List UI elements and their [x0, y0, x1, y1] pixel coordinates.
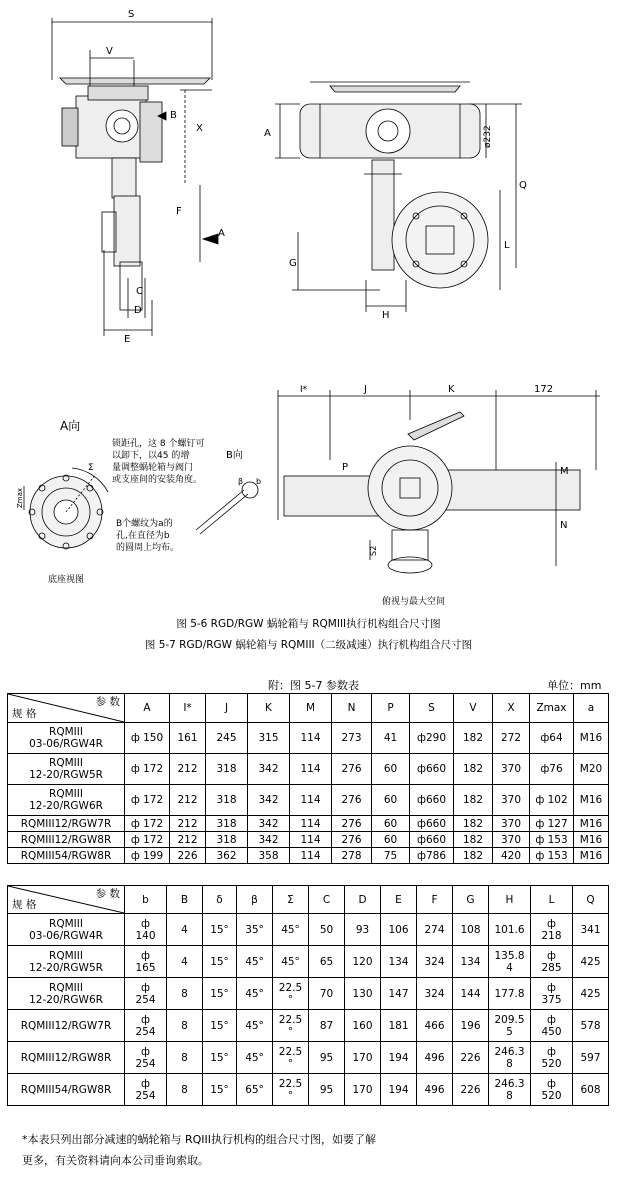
value-cell: 182	[454, 848, 493, 864]
value-cell: 15°	[203, 1042, 237, 1074]
value-cell: 45°	[237, 978, 273, 1010]
value-cell: 8	[167, 1010, 203, 1042]
param-header-label: 参 数	[95, 888, 120, 900]
table1-col-header: X	[493, 694, 530, 723]
param-header-label: 参 数	[95, 696, 120, 708]
value-cell: 60	[372, 785, 410, 816]
value-cell: 161	[170, 723, 206, 754]
value-cell: 177.8	[489, 978, 531, 1010]
value-cell: 597	[573, 1042, 609, 1074]
value-cell: ф 165	[125, 946, 167, 978]
table1-col-header: S	[410, 694, 454, 723]
table-row	[8, 785, 609, 816]
value-cell: 114	[290, 816, 332, 832]
label-l: L	[504, 240, 510, 251]
value-cell: ф660	[410, 785, 454, 816]
value-cell: M16	[574, 848, 609, 864]
label-c: C	[136, 286, 143, 297]
table2-col-header: G	[453, 886, 489, 914]
value-cell: 342	[248, 785, 290, 816]
value-cell: 274	[417, 914, 453, 946]
value-cell: 342	[248, 754, 290, 785]
value-cell: 114	[290, 832, 332, 848]
label-phi232: ø232	[483, 125, 493, 148]
value-cell: 196	[453, 1010, 489, 1042]
value-cell: 130	[345, 978, 381, 1010]
value-cell: 134	[381, 946, 417, 978]
table1-col-header: A	[125, 694, 170, 723]
value-cell: 194	[381, 1074, 417, 1106]
table2-col-header: b	[125, 886, 167, 914]
value-cell: 318	[206, 754, 248, 785]
value-cell: ф 140	[125, 914, 167, 946]
max-space-caption: 俯视与最大空间	[382, 597, 446, 607]
table-title: 附：图 5-7 参数表	[268, 679, 359, 692]
table1-col-header: I*	[170, 694, 206, 723]
value-cell: 212	[170, 816, 206, 832]
value-cell: 45°	[273, 946, 309, 978]
value-cell: 318	[206, 816, 248, 832]
value-cell: 324	[417, 978, 453, 1010]
footnote-line2: 更多，有关资料请向本公司垂询索取。	[22, 1154, 209, 1167]
model-cell: RQMIII12/RGW8R	[8, 1042, 125, 1074]
model-cell: RQMIII12/RGW7R	[8, 1010, 125, 1042]
label-s: S	[128, 9, 135, 20]
model-cell: RQMIII 12-20/RGW6R	[8, 978, 125, 1010]
hole-note-line3: 量调整蜗轮箱与阀门	[112, 463, 194, 473]
value-cell: ф 254	[125, 1010, 167, 1042]
value-cell: 181	[381, 1010, 417, 1042]
value-cell: 135.8 4	[489, 946, 531, 978]
value-cell: 246.3 8	[489, 1042, 531, 1074]
value-cell: 65°	[237, 1074, 273, 1106]
value-cell: 95	[309, 1074, 345, 1106]
hole-note-line4: 或支座间的安装角度。	[112, 475, 203, 485]
value-cell: 212	[170, 832, 206, 848]
value-cell: 120	[345, 946, 381, 978]
footnote-line1: *本表只列出部分减速的蜗轮箱与 RQIII执行机构的组合尺寸图，如要了解	[22, 1133, 377, 1146]
value-cell: 420	[493, 848, 530, 864]
value-cell: 226	[453, 1042, 489, 1074]
table-row	[8, 848, 609, 864]
table1-col-header: Zmax	[530, 694, 574, 723]
table1-col-header: M	[290, 694, 332, 723]
value-cell: 194	[381, 1042, 417, 1074]
value-cell: 358	[248, 848, 290, 864]
label-q: Q	[519, 180, 527, 191]
label-zmax: Zmax	[16, 487, 24, 508]
model-cell: RQMIII 03-06/RGW4R	[8, 914, 125, 946]
value-cell: M20	[574, 754, 609, 785]
table1-header-row	[8, 694, 609, 723]
value-cell: 134	[453, 946, 489, 978]
table1-col-header: N	[332, 694, 372, 723]
value-cell: 8	[167, 1042, 203, 1074]
model-cell: RQMIII 12-20/RGW6R	[8, 785, 125, 816]
value-cell: 93	[345, 914, 381, 946]
parameter-table-1	[7, 693, 609, 864]
hole-note-line2: 以卸下，以45 的增	[112, 451, 190, 461]
table1-corner-header	[8, 694, 125, 723]
value-cell: 50	[309, 914, 345, 946]
model-cell: RQMIII12/RGW8R	[8, 832, 125, 848]
table2-col-header: H	[489, 886, 531, 914]
value-cell: ф 102	[530, 785, 574, 816]
value-cell: 276	[332, 816, 372, 832]
value-cell: ф 254	[125, 1074, 167, 1106]
value-cell: 318	[206, 785, 248, 816]
value-cell: 160	[345, 1010, 381, 1042]
value-cell: 147	[381, 978, 417, 1010]
label-h: H	[382, 310, 390, 321]
value-cell: ф76	[530, 754, 574, 785]
table-row	[8, 914, 609, 946]
value-cell: 45°	[273, 914, 309, 946]
table2-col-header: D	[345, 886, 381, 914]
table2-col-header: Σ	[273, 886, 309, 914]
bolt-note-line1: B个螺纹为a的	[116, 519, 173, 529]
label-a-view: A向	[60, 419, 81, 433]
value-cell: M16	[574, 832, 609, 848]
value-cell: 8	[167, 1074, 203, 1106]
value-cell: 182	[454, 723, 493, 754]
value-cell: 370	[493, 785, 530, 816]
label-b-small: b	[256, 477, 262, 486]
value-cell: 22.5 °	[273, 1042, 309, 1074]
spec-header-label: 规 格	[12, 708, 37, 720]
value-cell: 425	[573, 946, 609, 978]
value-cell: M16	[574, 723, 609, 754]
value-cell: ф 254	[125, 1042, 167, 1074]
value-cell: 226	[170, 848, 206, 864]
value-cell: 108	[453, 914, 489, 946]
value-cell: 170	[345, 1074, 381, 1106]
value-cell: 496	[417, 1074, 453, 1106]
value-cell: 95	[309, 1042, 345, 1074]
front-view-drawing	[52, 18, 218, 336]
value-cell: ф 172	[125, 816, 170, 832]
table1-col-header: J	[206, 694, 248, 723]
label-172: 172	[534, 384, 554, 395]
value-cell: 276	[332, 785, 372, 816]
value-cell: 315	[248, 723, 290, 754]
value-cell: 341	[573, 914, 609, 946]
model-cell: RQMIII 12-20/RGW5R	[8, 754, 125, 785]
table-row	[8, 832, 609, 848]
value-cell: 15°	[203, 946, 237, 978]
value-cell: ф660	[410, 832, 454, 848]
table-title-row	[0, 677, 617, 693]
table-row	[8, 723, 609, 754]
value-cell: 226	[453, 1074, 489, 1106]
label-p: P	[342, 462, 349, 473]
value-cell: ф 218	[531, 914, 573, 946]
top-view-drawing	[278, 390, 600, 573]
value-cell: 212	[170, 754, 206, 785]
label-x: X	[196, 123, 203, 134]
value-cell: 35°	[237, 914, 273, 946]
value-cell: 370	[493, 754, 530, 785]
value-cell: 276	[332, 832, 372, 848]
value-cell: 342	[248, 816, 290, 832]
value-cell: 273	[332, 723, 372, 754]
value-cell: ф 172	[125, 754, 170, 785]
label-g: G	[289, 258, 297, 269]
value-cell: 182	[454, 754, 493, 785]
value-cell: ф 153	[530, 848, 574, 864]
value-cell: 15°	[203, 1074, 237, 1106]
figure-5-7-caption: 图 5-7 RGD/RGW 蜗轮箱与 RQMIII（二级减速）执行机构组合尺寸图	[144, 639, 473, 651]
value-cell: 362	[206, 848, 248, 864]
value-cell: 182	[454, 785, 493, 816]
value-cell: 114	[290, 848, 332, 864]
value-cell: ф 254	[125, 978, 167, 1010]
value-cell: 370	[493, 832, 530, 848]
label-b: B	[170, 110, 177, 121]
value-cell: 466	[417, 1010, 453, 1042]
value-cell: ф 150	[125, 723, 170, 754]
table1-col-header: P	[372, 694, 410, 723]
label-sigma: Σ	[88, 463, 94, 473]
value-cell: ф 172	[125, 785, 170, 816]
value-cell: ф 450	[531, 1010, 573, 1042]
value-cell: 170	[345, 1042, 381, 1074]
table2-col-header: Q	[573, 886, 609, 914]
value-cell: ф 199	[125, 848, 170, 864]
value-cell: 22.5 °	[273, 1010, 309, 1042]
value-cell: 45°	[237, 1010, 273, 1042]
value-cell: 276	[332, 754, 372, 785]
value-cell: 342	[248, 832, 290, 848]
hole-note-line1: 锁距孔，这 8 个螺钉可	[112, 439, 205, 449]
value-cell: 15°	[203, 1010, 237, 1042]
value-cell: 114	[290, 754, 332, 785]
value-cell: ф 172	[125, 832, 170, 848]
table2-col-header: δ	[203, 886, 237, 914]
value-cell: ф786	[410, 848, 454, 864]
value-cell: 212	[170, 785, 206, 816]
value-cell: 45°	[237, 946, 273, 978]
model-cell: RQMIII54/RGW8R	[8, 1074, 125, 1106]
value-cell: 4	[167, 946, 203, 978]
label-v: V	[106, 46, 113, 57]
value-cell: 65	[309, 946, 345, 978]
unit-label: 单位：mm	[547, 679, 602, 692]
table-row	[8, 978, 609, 1010]
label-f: F	[176, 206, 182, 217]
table2-col-header: β	[237, 886, 273, 914]
label-a2: A	[264, 128, 271, 139]
value-cell: 182	[454, 832, 493, 848]
spec-header-label: 规 格	[12, 899, 37, 911]
value-cell: ф64	[530, 723, 574, 754]
value-cell: 318	[206, 832, 248, 848]
value-cell: ф 127	[530, 816, 574, 832]
label-n: N	[560, 520, 568, 531]
value-cell: ф290	[410, 723, 454, 754]
value-cell: 114	[290, 785, 332, 816]
value-cell: 245	[206, 723, 248, 754]
table-row	[8, 1042, 609, 1074]
table2-col-header: C	[309, 886, 345, 914]
model-cell: RQMIII 12-20/RGW5R	[8, 946, 125, 978]
table2-col-header: F	[417, 886, 453, 914]
label-k: K	[448, 384, 455, 395]
value-cell: 425	[573, 978, 609, 1010]
table1-col-header: a	[574, 694, 609, 723]
value-cell: 608	[573, 1074, 609, 1106]
base-view-caption: 底座视图	[48, 575, 85, 585]
value-cell: 15°	[203, 914, 237, 946]
parameter-table-2	[7, 885, 609, 1106]
value-cell: 578	[573, 1010, 609, 1042]
value-cell: 101.6	[489, 914, 531, 946]
table2-col-header: B	[167, 886, 203, 914]
label-beta: β	[238, 477, 244, 486]
value-cell: 45°	[237, 1042, 273, 1074]
value-cell: 209.5 5	[489, 1010, 531, 1042]
table-row	[8, 946, 609, 978]
value-cell: ф 285	[531, 946, 573, 978]
value-cell: ф 520	[531, 1074, 573, 1106]
value-cell: ф660	[410, 754, 454, 785]
value-cell: 4	[167, 914, 203, 946]
label-d: D	[134, 305, 142, 316]
value-cell: 144	[453, 978, 489, 1010]
label-e: E	[124, 334, 131, 345]
table-row	[8, 1074, 609, 1106]
value-cell: 60	[372, 832, 410, 848]
value-cell: 75	[372, 848, 410, 864]
value-cell: 60	[372, 816, 410, 832]
model-cell: RQMIII12/RGW7R	[8, 816, 125, 832]
table-row	[8, 1010, 609, 1042]
label-j: J	[364, 384, 367, 395]
label-m: M	[560, 466, 569, 477]
table-row	[8, 816, 609, 832]
value-cell: 87	[309, 1010, 345, 1042]
table1-col-header: V	[454, 694, 493, 723]
side-view-drawing	[275, 82, 522, 312]
label-s2: S2	[369, 545, 378, 556]
label-b-view: B向	[226, 450, 243, 461]
table2-corner-header	[8, 886, 125, 914]
value-cell: 106	[381, 914, 417, 946]
value-cell: 496	[417, 1042, 453, 1074]
value-cell: 41	[372, 723, 410, 754]
value-cell: 8	[167, 978, 203, 1010]
value-cell: 22.5 °	[273, 1074, 309, 1106]
value-cell: 70	[309, 978, 345, 1010]
value-cell: 324	[417, 946, 453, 978]
label-i-star: I*	[300, 385, 308, 395]
table-row	[8, 754, 609, 785]
bolt-note-line2: 孔,在直径为b	[116, 531, 170, 541]
value-cell: ф660	[410, 816, 454, 832]
value-cell: M16	[574, 816, 609, 832]
table1-col-header: K	[248, 694, 290, 723]
value-cell: 182	[454, 816, 493, 832]
table2-col-header: L	[531, 886, 573, 914]
value-cell: 60	[372, 754, 410, 785]
table2-col-header: E	[381, 886, 417, 914]
figure-5-6-caption: 图 5-6 RGD/RGW 蜗轮箱与 RQMIII执行机构组合尺寸图	[176, 618, 441, 630]
value-cell: 272	[493, 723, 530, 754]
value-cell: 15°	[203, 978, 237, 1010]
value-cell: M16	[574, 785, 609, 816]
value-cell: 114	[290, 723, 332, 754]
value-cell: ф 153	[530, 832, 574, 848]
model-cell: RQMIII 03-06/RGW4R	[8, 723, 125, 754]
value-cell: 22.5 °	[273, 978, 309, 1010]
table2-header-row	[8, 886, 609, 914]
model-cell: RQMIII54/RGW8R	[8, 848, 125, 864]
value-cell: 370	[493, 816, 530, 832]
value-cell: ф 375	[531, 978, 573, 1010]
value-cell: 278	[332, 848, 372, 864]
value-cell: 246.3 8	[489, 1074, 531, 1106]
label-a: A	[218, 228, 225, 239]
value-cell: ф 520	[531, 1042, 573, 1074]
bolt-note-line3: 的圆周上均布。	[116, 543, 180, 553]
